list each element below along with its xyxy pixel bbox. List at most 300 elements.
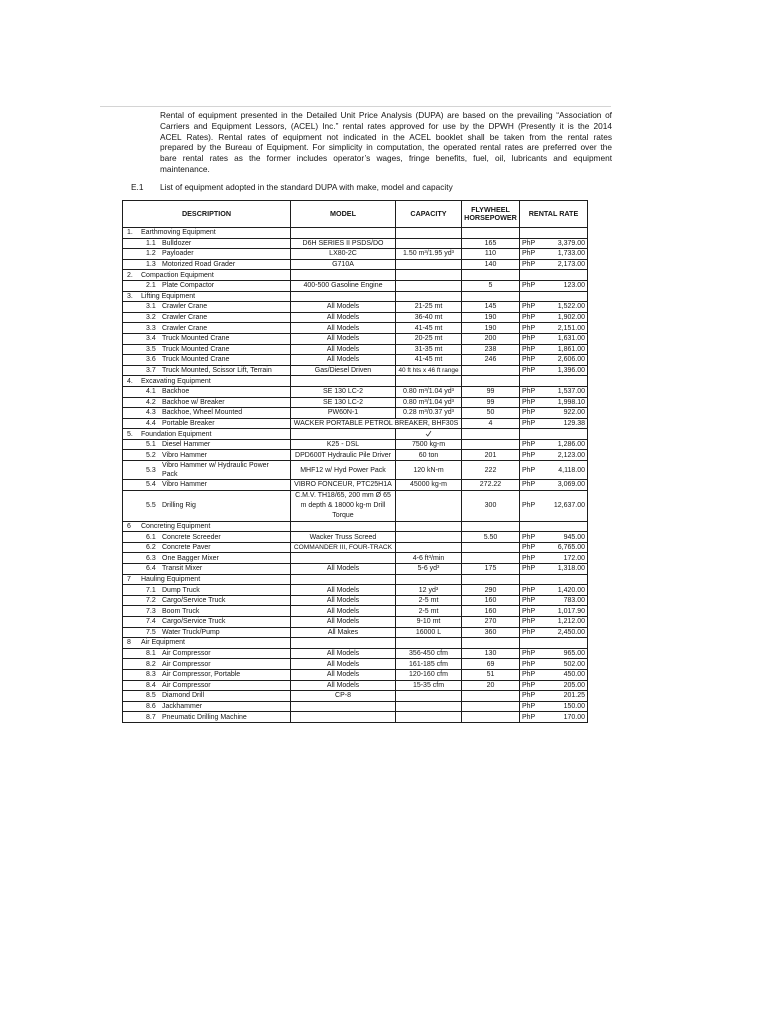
rental-rate [522,345,585,354]
equipment-row [123,480,588,491]
category-description-cell [123,270,291,281]
rental-rate [522,543,585,552]
category-number: 3. [127,292,133,300]
description-label [125,617,288,626]
category-model-cell [291,638,396,649]
flywheel-horsepower: 246 [484,356,497,364]
rental-amount: 6,765.00 [557,544,585,552]
horsepower-cell [462,669,520,680]
description-label [125,387,288,396]
rental-rate-cell [520,659,588,670]
category-description-cell [123,291,291,302]
description-label [125,313,288,322]
item-number: 6.3 [146,554,156,562]
horsepower-cell [462,701,520,712]
description-cell [123,439,291,450]
description-label [125,461,288,479]
intro-line: maintenance. [160,163,210,174]
flywheel-horsepower: 160 [484,597,497,605]
item-number: 1.1 [146,239,156,247]
description-label [125,345,288,354]
description-cell [123,606,291,617]
model-cell [291,323,396,334]
equipment-row [123,344,588,355]
equipment-capacity: 2-5 mt [418,607,439,615]
horsepower-cell [462,344,520,355]
equipment-model: DPD600T Hydraulic Pile Driver [295,451,391,459]
equipment-row [123,595,588,606]
model-cell [291,617,396,628]
rental-rate [522,617,585,626]
description-label [125,533,288,542]
description-cell [123,553,291,564]
capacity-cell [396,627,462,638]
category-row [123,270,588,281]
flywheel-horsepower: 140 [484,261,497,269]
item-number: 4.1 [146,388,156,396]
equipment-row [123,397,588,408]
model-cell [291,659,396,670]
rental-rate-cell [520,355,588,366]
rental-rate-cell [520,280,588,291]
rental-rate [522,313,585,322]
rental-amount: 150.00 [563,703,585,711]
rental-rate [522,586,585,595]
rental-rate [522,691,585,700]
equipment-description: Concrete Screeder [162,533,221,541]
rental-rate-cell [520,450,588,461]
top-divider [100,106,611,107]
rental-rate-cell [520,365,588,376]
horsepower-cell [462,386,520,397]
category-horsepower-cell [462,291,520,302]
equipment-row [123,627,588,638]
description-label [125,670,288,679]
capacity-cell [396,564,462,575]
description-cell [123,542,291,553]
description-label [125,713,288,722]
equipment-description: Cargo/Service Truck [162,618,226,626]
category-model-cell [291,376,396,387]
description-label [125,702,288,711]
rental-rate-cell [520,312,588,323]
horsepower-cell [462,648,520,659]
rental-amount: 12,637.00 [553,502,585,510]
currency-label: PhP [522,597,536,605]
flywheel-horsepower: 190 [484,314,497,322]
currency-label: PhP [522,544,536,552]
category-label [125,638,288,647]
rental-rate [522,564,585,573]
rental-amount: 1,318.00 [557,565,585,573]
equipment-model: All Models [326,356,360,364]
model-cell [291,490,396,521]
category-row [123,638,588,649]
equipment-description: Backhoe [162,388,190,396]
category-number: 5. [127,430,133,438]
item-number: 5.2 [146,451,156,459]
description-label [125,419,288,428]
category-label [125,522,288,531]
horsepower-cell [462,553,520,564]
rental-rate-cell [520,302,588,313]
rental-amount: 4,118.00 [558,466,585,474]
model-cell [291,606,396,617]
rental-rate-cell [520,344,588,355]
equipment-description: Vibro Hammer w/ Hydraulic Power Pack [162,462,269,479]
flywheel-horsepower: 300 [484,502,497,510]
equipment-capacity: 21-25 mt [414,303,443,311]
rental-rate-cell [520,585,588,596]
flywheel-horsepower: 222 [484,466,497,474]
description-label [125,596,288,605]
equipment-model: All Models [326,335,360,343]
rental-rate-cell [520,669,588,680]
flywheel-horsepower: 290 [484,586,497,594]
description-cell [123,564,291,575]
equipment-model: All Models [326,314,360,322]
equipment-capacity: 20-25 mt [414,335,443,343]
equipment-description: Vibro Hammer [162,481,207,489]
description-cell [123,333,291,344]
description-label [125,564,288,573]
currency-label: PhP [522,451,536,459]
item-number: 7.1 [146,586,156,594]
equipment-model: All Models [326,345,360,353]
header-flywheel-horsepower: FLYWHEEL HORSEPOWER [462,201,520,228]
rental-rate [522,408,585,417]
currency-label: PhP [522,419,536,427]
description-cell [123,461,291,480]
currency-label: PhP [522,239,536,247]
description-label [125,554,288,563]
model-cell [291,355,396,366]
category-title: Earthmoving Equipment [141,229,216,237]
equipment-model: All Models [326,324,360,332]
rental-rate-cell [520,532,588,543]
item-number: 5.4 [146,481,156,489]
equipment-row [123,680,588,691]
equipment-model: PW60N-1 [327,409,359,417]
equipment-description: Crawler Crane [162,303,208,311]
capacity-cell [396,355,462,366]
rental-rate [522,702,585,711]
rental-rate [522,554,585,563]
horsepower-cell [462,659,520,670]
equipment-row [123,659,588,670]
model-cell [291,585,396,596]
description-label [125,324,288,333]
rental-rate-cell [520,418,588,429]
intro-line: prepared by the Bureau of Equipment. For simplicity in computation, the operated rental rates are preferred over the [160,142,612,153]
rental-rate-cell [520,480,588,491]
equipment-description: Air Compressor, Portable [162,671,241,679]
item-number: 8.3 [146,671,156,679]
equipment-capacity: 16000 L [415,628,442,636]
capacity-cell [396,553,462,564]
currency-label: PhP [522,554,536,562]
rental-rate [522,607,585,616]
rental-amount: 1,212.00 [557,618,585,626]
equipment-description: Transit Mixer [162,565,203,573]
equipment-model: All Models [326,565,360,573]
equipment-row [123,280,588,291]
category-capacity-cell [396,291,462,302]
capacity-cell [396,595,462,606]
rental-amount: 3,069.00 [557,481,585,489]
item-number: 6.1 [146,533,156,541]
rental-rate [522,660,585,669]
description-cell [123,595,291,606]
horsepower-cell [462,532,520,543]
equipment-description: Dump Truck [162,586,200,594]
equipment-row [123,408,588,419]
rental-rate [522,334,585,343]
rental-rate-cell [520,680,588,691]
rental-rate [522,239,585,248]
description-cell [123,280,291,291]
equipment-row [123,648,588,659]
rental-rate [522,501,585,510]
description-cell [123,238,291,249]
equipment-row [123,585,588,596]
category-rate-cell [520,228,588,239]
category-description-cell [123,376,291,387]
description-label [125,355,288,364]
model-cell [291,564,396,575]
category-rate-cell [520,291,588,302]
equipment-row [123,238,588,249]
category-rate-cell [520,638,588,649]
rental-rate [522,281,585,290]
header-model: MODEL [291,201,396,228]
flywheel-horsepower: 190 [484,324,497,332]
horsepower-cell [462,606,520,617]
description-label [125,398,288,407]
model-cell [291,532,396,543]
item-number: 6.2 [146,544,156,552]
rental-rate-cell [520,627,588,638]
flywheel-horsepower: 238 [484,345,497,353]
equipment-capacity: 120-160 cfm [409,671,448,679]
rental-rate [522,681,585,690]
header-capacity: CAPACITY [396,201,462,228]
category-label [125,228,288,237]
model-cell [291,595,396,606]
description-cell [123,386,291,397]
description-label [125,628,288,637]
category-model-cell [291,574,396,585]
rental-rate-cell [520,617,588,628]
equipment-description: Air Compressor [162,650,211,658]
equipment-capacity: 7500 kg-m [411,441,446,449]
item-number: 2.1 [146,282,156,290]
model-cell [291,680,396,691]
category-title: Hauling Equipment [141,575,201,583]
equipment-model: Wacker Truss Screed [309,533,377,541]
equipment-capacity: 4-6 ft³/min [412,554,445,562]
flywheel-horsepower: 130 [484,650,497,658]
description-cell [123,669,291,680]
category-capacity-cell [396,270,462,281]
rental-rate-cell [520,249,588,260]
description-cell [123,627,291,638]
equipment-model: 400-500 Gasoline Engine [303,282,383,290]
capacity-cell [396,302,462,313]
category-model-cell [291,291,396,302]
description-label [125,543,288,552]
item-number: 8.7 [146,713,156,721]
description-label [125,334,288,343]
equipment-row [123,386,588,397]
category-row [123,291,588,302]
rental-rate [522,451,585,460]
capacity-cell [396,312,462,323]
flywheel-horsepower: 5 [488,282,493,290]
capacity-cell [396,617,462,628]
item-number: 8.2 [146,660,156,668]
description-label [125,607,288,616]
rental-rate-cell [520,553,588,564]
category-rate-cell [520,270,588,281]
capacity-cell [396,450,462,461]
rental-rate-cell [520,259,588,270]
category-title: Compaction Equipment [141,271,214,279]
equipment-model: All Models [326,671,360,679]
currency-label: PhP [522,388,536,396]
rental-rate [522,480,585,489]
description-label [125,239,288,248]
intro-line: bare rental rates as the former includes operator’s wages, fringe benefits, fuel, oil, lubricants and equipment [160,153,612,164]
model-cell [291,312,396,323]
description-cell [123,408,291,419]
rental-amount: 2,173.00 [557,261,585,269]
equipment-row [123,669,588,680]
equipment-capacity: 0.28 m³/0.37 yd³ [403,409,454,417]
model-cell [291,627,396,638]
equipment-row [123,259,588,270]
category-title: Foundation Equipment [141,430,212,438]
currency-label: PhP [522,650,536,658]
item-number: 7.5 [146,628,156,636]
currency-label: PhP [522,409,536,417]
model-cell [291,553,396,564]
flywheel-horsepower: 51 [486,671,495,679]
rental-rate [522,387,585,396]
equipment-model: All Models [326,681,360,689]
currency-label: PhP [522,303,536,311]
equipment-row [123,712,588,723]
equipment-row [123,355,588,366]
rental-rate [522,649,585,658]
currency-label: PhP [522,565,536,573]
rental-rate [522,713,585,722]
capacity-cell [396,386,462,397]
rental-rate-cell [520,461,588,480]
flywheel-horsepower: 50 [486,409,495,417]
item-number: 4.4 [146,419,156,427]
currency-label: PhP [522,607,536,615]
category-rate-cell [520,376,588,387]
capacity-cell [396,333,462,344]
category-horsepower-cell [462,376,520,387]
model-cell [291,365,396,376]
equipment-description: Vibro Hammer [162,451,207,459]
currency-label: PhP [522,660,536,668]
category-label [125,575,288,584]
item-number: 4.3 [146,409,156,417]
horsepower-cell [462,480,520,491]
model-cell [291,344,396,355]
category-description-cell [123,228,291,239]
header-rental-rate: RENTAL RATE [520,201,588,228]
section-number: E.1 [131,182,144,192]
equipment-row [123,249,588,260]
horsepower-cell [462,691,520,702]
category-title: Lifting Equipment [141,292,196,300]
description-cell [123,480,291,491]
capacity-cell [396,542,462,553]
item-number: 5.1 [146,441,156,449]
rental-rate-cell [520,701,588,712]
equipment-capacity: 60 ton [418,451,439,459]
flywheel-horsepower: 69 [486,660,495,668]
model-cell [291,701,396,712]
rental-rate-cell [520,333,588,344]
equipment-row [123,333,588,344]
equipment-description: Boom Truck [162,607,200,615]
equipment-model: SE 130 LC-2 [322,398,364,406]
equipment-description: Crawler Crane [162,324,208,332]
equipment-description: Truck Mounted Crane [162,356,230,364]
rental-rate [522,260,585,269]
description-label [125,408,288,417]
model-cell [291,249,396,260]
horsepower-cell [462,439,520,450]
currency-label: PhP [522,398,536,406]
rental-amount: 1,396.00 [557,367,585,375]
rental-rate-cell [520,691,588,702]
item-number: 1.3 [146,261,156,269]
equipment-capacity: 36-40 mt [414,314,443,322]
model-cell [291,712,396,723]
model-cell [291,542,396,553]
horsepower-cell [462,365,520,376]
description-cell [123,490,291,521]
equipment-description: Water Truck/Pump [162,628,220,636]
capacity-cell [396,701,462,712]
description-cell [123,450,291,461]
horsepower-cell [462,249,520,260]
currency-label: PhP [522,481,536,489]
rental-rate-cell [520,595,588,606]
equipment-row [123,418,588,429]
capacity-cell [396,648,462,659]
rental-rate [522,440,585,449]
equipment-row [123,450,588,461]
capacity-cell [396,365,462,376]
equipment-description: Air Compressor [162,660,211,668]
description-cell [123,659,291,670]
category-row [123,429,588,440]
equipment-row [123,617,588,628]
horsepower-cell [462,585,520,596]
rental-amount: 450.00 [563,671,585,679]
item-number: 1.2 [146,250,156,258]
description-cell [123,259,291,270]
rental-rate-cell [520,712,588,723]
category-model-cell [291,429,396,440]
